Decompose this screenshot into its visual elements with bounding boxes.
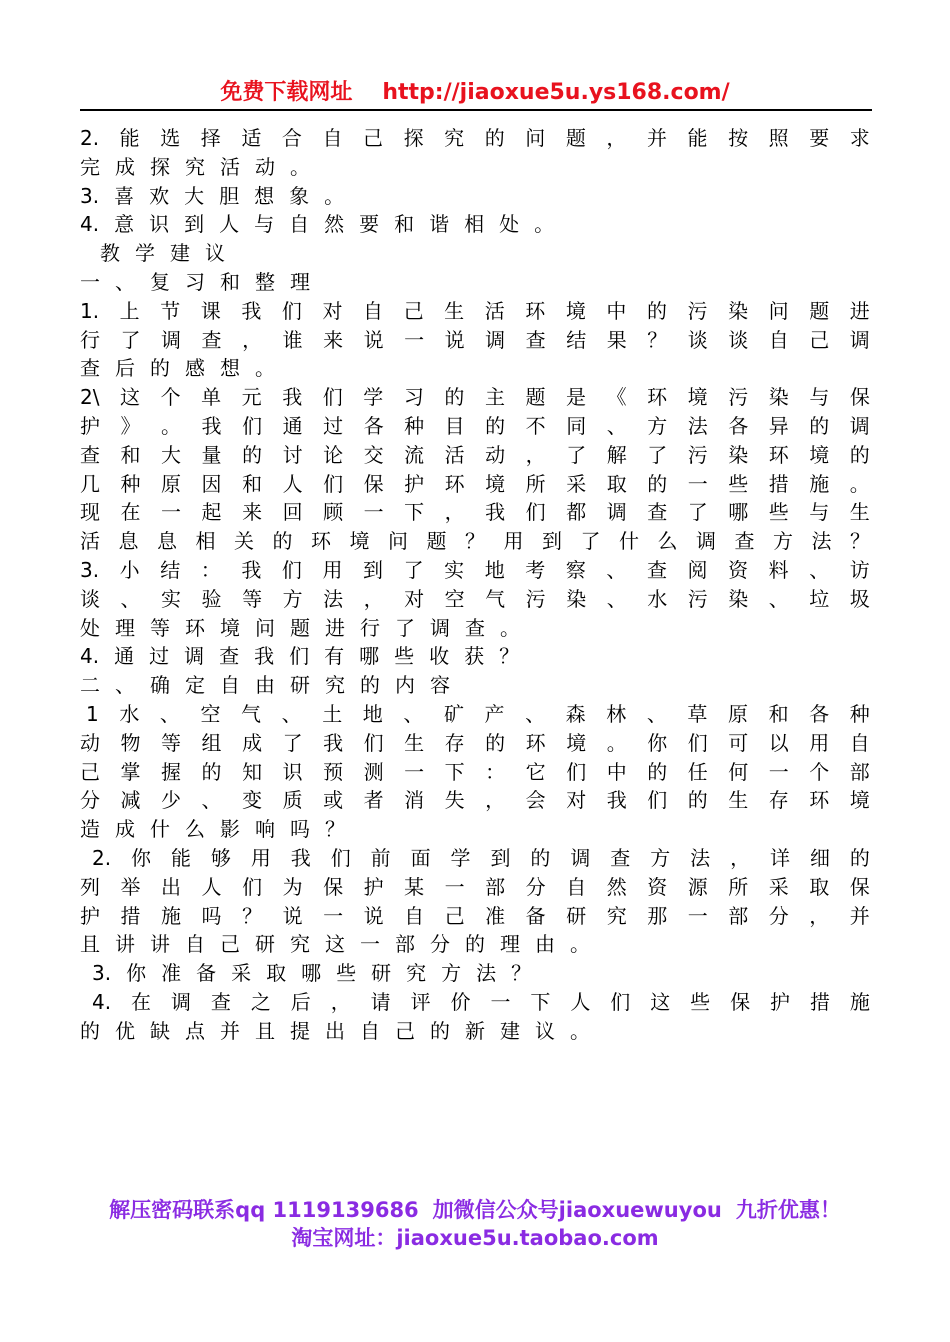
- text-line: 4. 在 调 查 之 后 ， 请 评 价 一 下 人 们 这 些 保 护 措 施: [92, 989, 870, 1014]
- download-header: [0, 78, 950, 108]
- download-label: 免费下载网址: [220, 80, 353, 105]
- text-line: 1 水 、 空 气 、 土 地 、 矿 产 、 森 林 、 草 原 和 各 种: [86, 701, 870, 726]
- footer-password-contact: 解压密码联系qq 1119139686: [109, 1198, 419, 1222]
- text-line: 处 理 等 环 境 问 题 进 行 了 调 查 。: [80, 615, 520, 640]
- text-line: 查 和 大 量 的 讨 论 交 流 活 动 ， 了 解 了 污 染 环 境 的: [80, 442, 870, 467]
- text-line: 己 掌 握 的 知 识 预 测 一 下 ： 它 们 中 的 任 何 一 个 部: [80, 759, 870, 784]
- text-line: 几 种 原 因 和 人 们 保 护 环 境 所 采 取 的 一 些 措 施 。: [80, 471, 870, 496]
- footer-wechat: 加微信公众号jiaoxuewuyou: [432, 1198, 722, 1222]
- footer-line-1: [0, 1196, 950, 1224]
- text-line: 查 后 的 感 想 。: [80, 356, 275, 381]
- text-line: 造 成 什 么 影 响 吗 ？: [80, 817, 345, 842]
- text-line: 的 优 缺 点 并 且 提 出 自 己 的 新 建 议 。: [80, 1018, 590, 1043]
- text-line: 分 减 少 、 变 质 或 者 消 失 ， 会 对 我 们 的 生 存 环 境: [80, 788, 870, 813]
- footer-discount: 九折优惠！: [735, 1198, 841, 1222]
- text-line: 2. 能 选 择 适 合 自 己 探 究 的 问 题 ， 并 能 按 照 要 求: [80, 126, 870, 150]
- text-line: 3. 你 准 备 采 取 哪 些 研 究 方 法 ？: [92, 961, 532, 986]
- text-line: 行 了 调 查 ， 谁 来 说 一 说 调 查 结 果 ？ 谈 谈 自 己 调: [80, 327, 870, 352]
- text-line: 动 物 等 组 成 了 我 们 生 存 的 环 境 。 你 们 可 以 用 自: [80, 730, 870, 755]
- text-line: 一 、 复 习 和 整 理: [80, 269, 310, 294]
- text-line: 3. 喜 欢 大 胆 想 象 。: [80, 183, 345, 208]
- text-line: 1. 上 节 课 我 们 对 自 己 生 活 环 境 中 的 污 染 问 题 进: [80, 298, 870, 323]
- text-line: 完 成 探 究 活 动 。: [80, 154, 310, 179]
- text-line: 3. 小 结 ： 我 们 用 到 了 实 地 考 察 、 查 阅 资 料 、 访: [80, 557, 870, 582]
- text-line: 谈 、 实 验 等 方 法 ， 对 空 气 污 染 、 水 污 染 、 垃 圾: [80, 586, 870, 611]
- contact-footer: [0, 1196, 950, 1252]
- download-url-link[interactable]: http://jiaoxue5u.ys168.com/: [382, 80, 730, 105]
- text-line: 二 、 确 定 自 由 研 究 的 内 容: [80, 673, 450, 698]
- text-line: 4. 通 过 调 查 我 们 有 哪 些 收 获 ？: [80, 644, 520, 669]
- text-line: 列 举 出 人 们 为 保 护 某 一 部 分 自 然 资 源 所 采 取 保: [80, 874, 870, 899]
- text-line: 护 措 施 吗 ？ 说 一 说 自 己 准 备 研 究 那 一 部 分 ， 并: [80, 903, 870, 928]
- text-line: 2\ 这 个 单 元 我 们 学 习 的 主 题 是 《 环 境 污 染 与 保: [80, 385, 870, 410]
- text-line: 护 》 。 我 们 通 过 各 种 目 的 不 同 、 方 法 各 异 的 调: [80, 413, 870, 438]
- footer-taobao-link[interactable]: 淘宝网址：jiaoxue5u.taobao.com: [291, 1226, 659, 1250]
- text-line: 教 学 建 议: [100, 241, 225, 266]
- text-line: 活 息 息 相 关 的 环 境 问 题 ？ 用 到 了 什 么 调 查 方 法 ？: [80, 529, 870, 554]
- header-divider: [80, 109, 872, 111]
- document-body: [80, 124, 870, 1046]
- text-line: 且 讲 讲 自 己 研 究 这 一 部 分 的 理 由 。: [80, 932, 590, 957]
- text-line: 2. 你 能 够 用 我 们 前 面 学 到 的 调 查 方 法 ， 详 细 的: [92, 845, 870, 870]
- text-line: 现 在 一 起 来 回 顾 一 下 ， 我 们 都 调 查 了 哪 些 与 生: [80, 500, 870, 525]
- text-line: 4. 意 识 到 人 与 自 然 要 和 谐 相 处 。: [80, 212, 555, 237]
